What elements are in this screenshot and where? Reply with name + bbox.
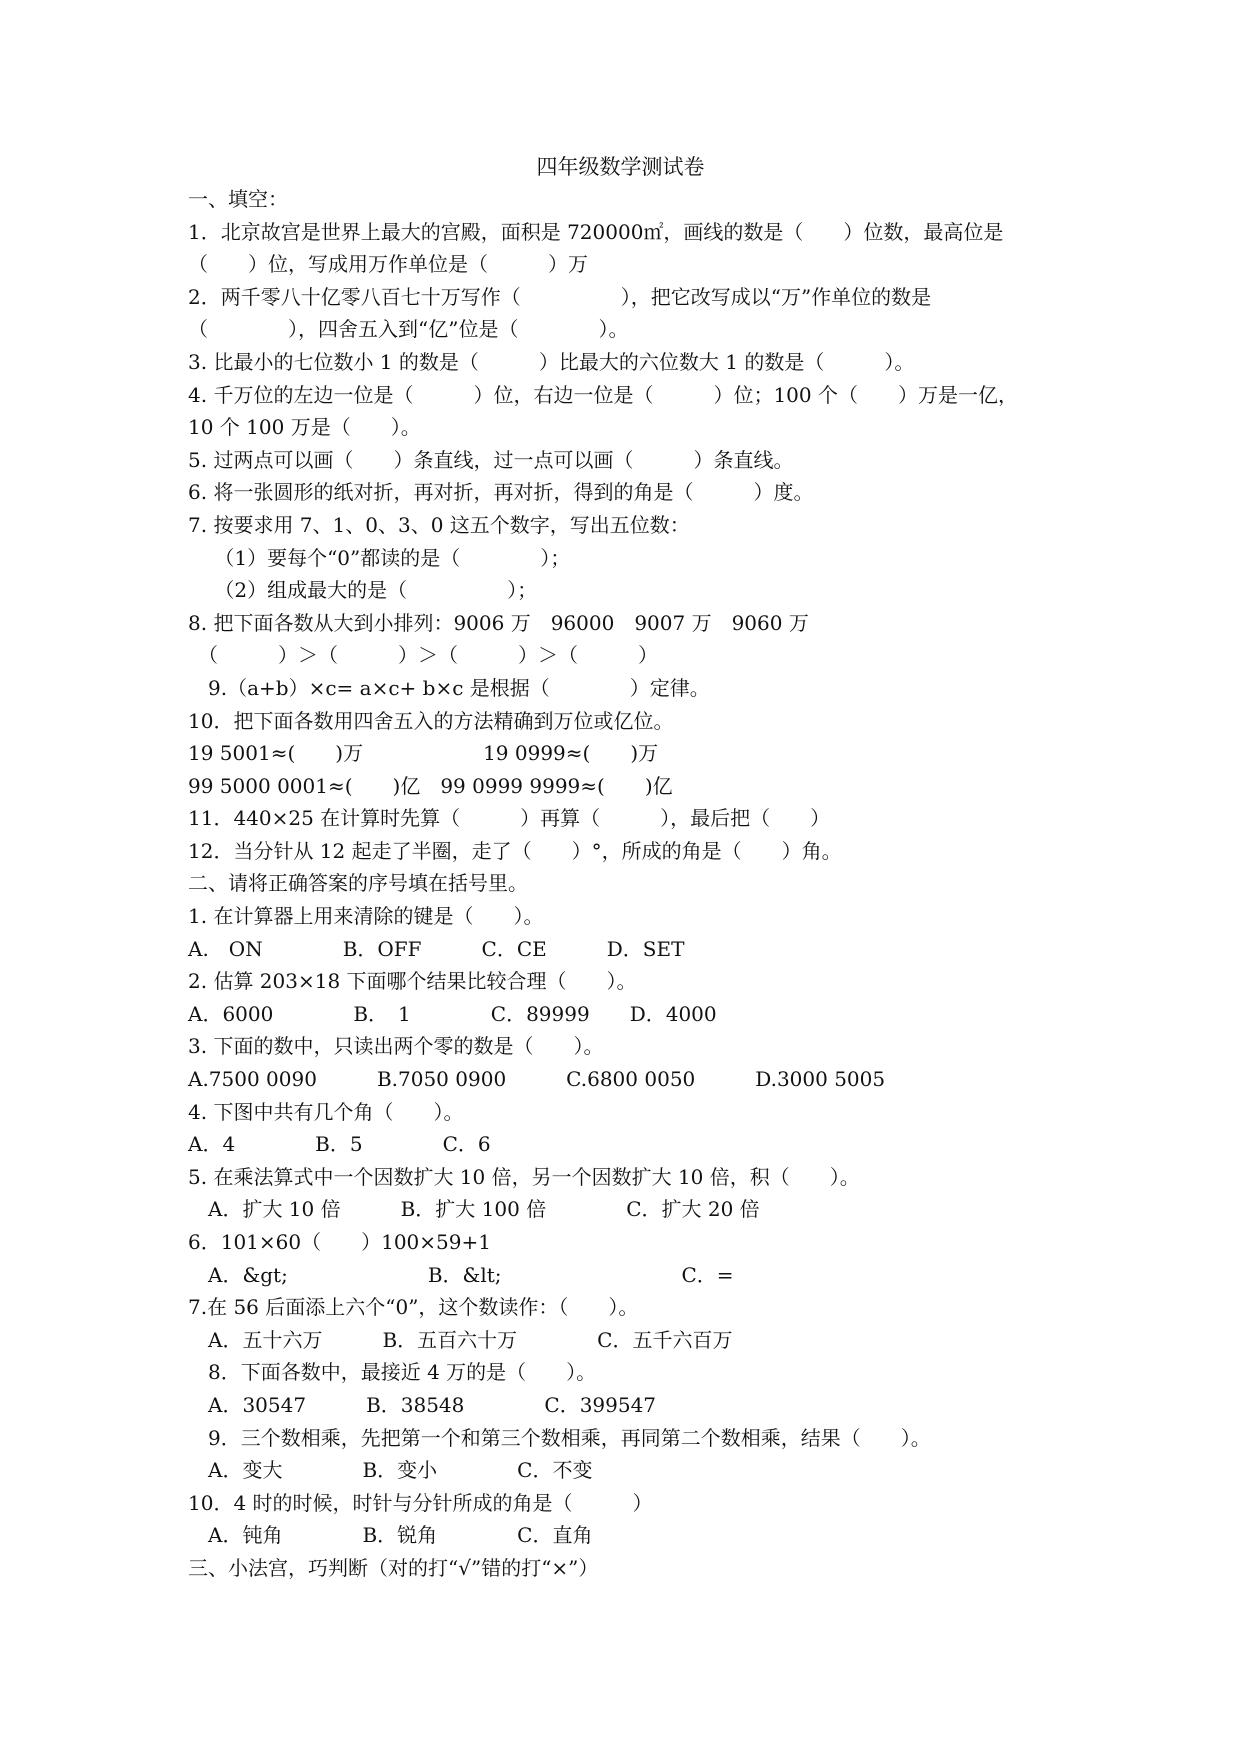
question-line: 10．把下面各数用四舍五入的方法精确到万位或亿位。 bbox=[188, 708, 674, 733]
question-line: 6．101×60（ ）100×59+1 bbox=[188, 1230, 491, 1254]
question-line: 4. 下图中共有几个角（ ）。 bbox=[188, 1099, 464, 1124]
options-line: A.7500 0090 B.7050 0900 C.6800 0050 D.3000 5005 bbox=[188, 1067, 886, 1092]
question-line: 2. 估算 203×18 下面哪个结果比较合理（ ）。 bbox=[188, 969, 637, 994]
question-line: 5. 在乘法算式中一个因数扩大 10 倍，另一个因数扩大 10 倍，积（ ）。 bbox=[188, 1164, 860, 1189]
question-line: 6. 将一张圆形的纸对折，再对折，再对折，得到的角是（ ）度。 bbox=[188, 480, 814, 505]
question-line: （ ）＞（ ）＞（ ）＞（ ） bbox=[188, 643, 658, 668]
options-line: A．30547 B．38548 C．399547 bbox=[188, 1392, 657, 1417]
question-line: 19 5001≈( )万 19 0999≈( )万 bbox=[188, 741, 659, 766]
question-line: 1．北京故宫是世界上最大的宫殿，面积是 720000㎡，画线的数是（ ）位数，最高位是 bbox=[188, 219, 1004, 244]
question-line: 9.（a+b）×c= a×c+ b×c 是根据（ ）定律。 bbox=[188, 675, 710, 700]
question-line: 9．三个数相乘，先把第一个和第三个数相乘，再同第二个数相乘，结果（ ）。 bbox=[188, 1425, 931, 1450]
question-line: 2．两千零八十亿零八百七十万写作（ ），把它改写成以“万”作单位的数是 bbox=[188, 284, 932, 309]
question-line: （2）组成最大的是（ ）； bbox=[188, 578, 538, 603]
question-line: （1）要每个“0”都读的是（ ）； bbox=[188, 545, 571, 570]
question-line: 3. 下面的数中，只读出两个零的数是（ ）。 bbox=[188, 1034, 604, 1059]
section-heading: 一、填空： bbox=[188, 187, 288, 211]
options-line: A．钝角 B．锐角 C．直角 bbox=[188, 1523, 593, 1548]
section-heading: 三、小法宫，巧判断（对的打“√”错的打“×”） bbox=[188, 1555, 599, 1580]
question-line: 8. 把下面各数从大到小排列：9006 万 96000 9007 万 9060 万 bbox=[188, 610, 809, 635]
question-line: 11．440×25 在计算时先算（ ）再算（ ），最后把（ ） bbox=[188, 806, 831, 831]
question-line: 8．下面各数中，最接近 4 万的是（ ）。 bbox=[188, 1360, 597, 1385]
question-line: 12．当分针从 12 起走了半圈，走了（ ）°，所成的角是（ ）角。 bbox=[188, 838, 842, 863]
options-line: A．6000 B． 1 C．89999 D．4000 bbox=[188, 1001, 717, 1026]
options-line: A．扩大 10 倍 B．扩大 100 倍 C．扩大 20 倍 bbox=[188, 1197, 760, 1222]
question-line: 3. 比最小的七位数小 1 的数是（ ）比最大的六位数大 1 的数是（ ）。 bbox=[188, 349, 915, 374]
options-line: A．变大 B．变小 C．不变 bbox=[188, 1458, 593, 1483]
question-line: （ ）位，写成用万作单位是（ ）万 bbox=[188, 252, 588, 277]
exam-content bbox=[188, 183, 1068, 1585]
section-heading: 二、请将正确答案的序号填在括号里。 bbox=[188, 871, 528, 896]
question-line: 10 个 100 万是（ ）。 bbox=[188, 415, 421, 440]
question-line: （ ），四舍五入到“亿”位是（ ）。 bbox=[188, 317, 629, 342]
options-line: A．五十六万 B．五百六十万 C．五千六百万 bbox=[188, 1327, 733, 1352]
question-line: 1. 在计算器上用来清除的键是（ ）。 bbox=[188, 904, 544, 929]
question-line: 7. 按要求用 7、1、0、3、0 这五个数字，写出五位数： bbox=[188, 512, 690, 537]
question-line: 4. 千万位的左边一位是（ ）位，右边一位是（ ）位；100 个（ ）万是一亿， bbox=[188, 382, 1018, 407]
options-line: A．4 B．5 C．6 bbox=[188, 1132, 491, 1157]
question-line: 99 5000 0001≈( )亿 99 0999 9999≈( )亿 bbox=[188, 773, 673, 798]
options-line: A．&gt; B．&lt; C．= bbox=[188, 1262, 734, 1287]
exam-title: 四年级数学测试卷 bbox=[536, 155, 705, 179]
options-line: A. ON B．OFF C．CE D．SET bbox=[188, 936, 685, 961]
question-line: 10．4 时的时候，时针与分针所成的角是（ ） bbox=[188, 1490, 653, 1515]
question-line: 7.在 56 后面添上六个“0”，这个数读作：（ ）。 bbox=[188, 1295, 639, 1320]
question-line: 5. 过两点可以画（ ）条直线，过一点可以画（ ）条直线。 bbox=[188, 447, 794, 472]
